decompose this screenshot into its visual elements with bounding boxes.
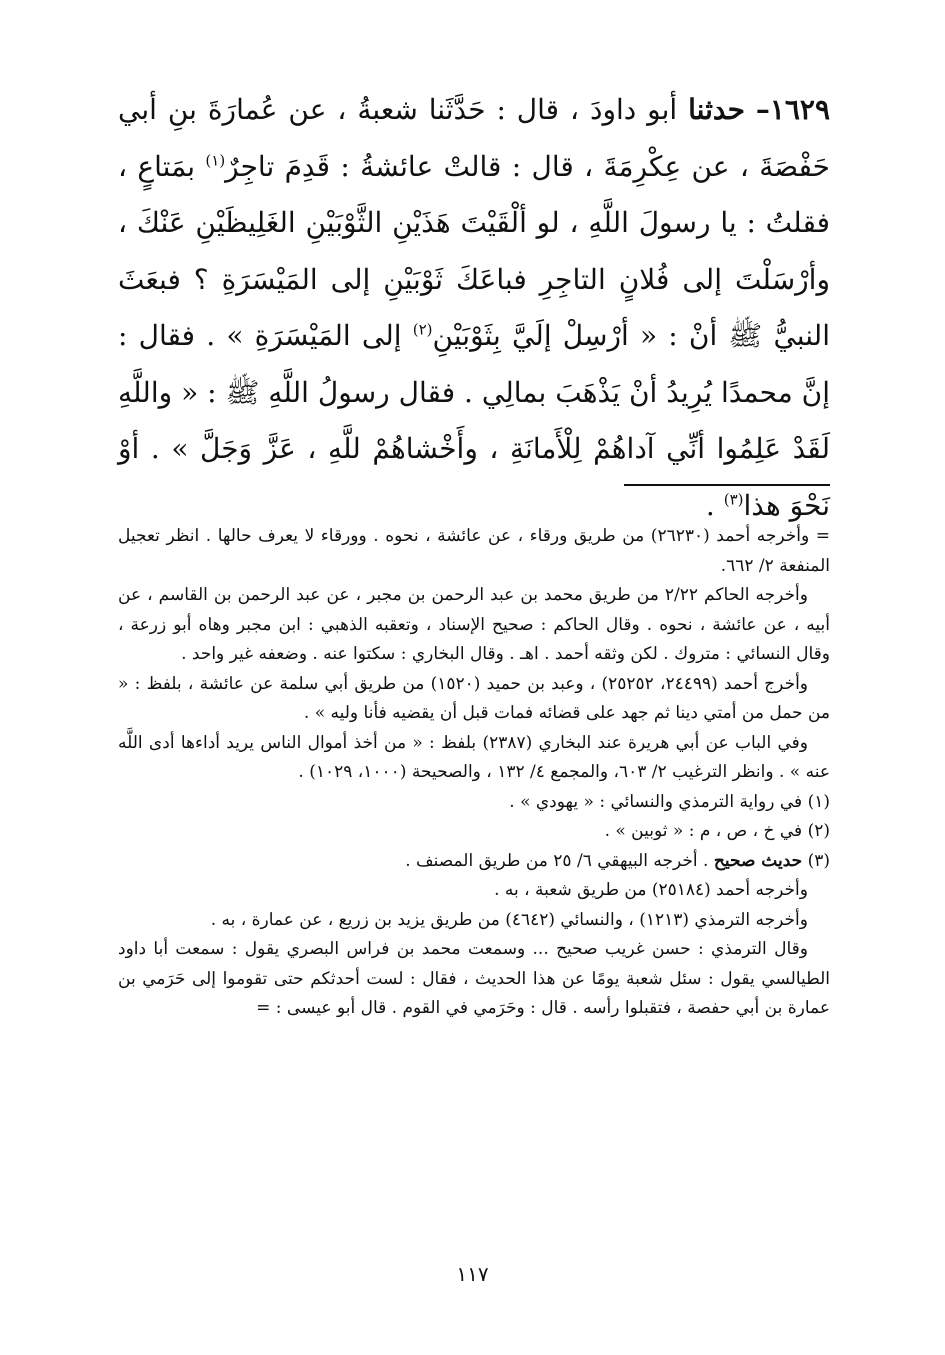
footnote-ref-3: (٣) [723,490,744,509]
hadith-text-part-1: أبو داودَ ، قال : حَدَّثَنا شعبةُ ، عن عُمارَةَ بنِ أبي حَفْصَةَ ، عن عِكْرِمَةَ ، قال : قالتْ عائشةُ : قَدِمَ تاجِرٌ [118,93,830,183]
footnote-paragraph: وأخرجه الحاكم ٢/٢٢ من طريق محمد بن عبد الرحمن بن مجبر ، عن عبد الرحمن بن القاسم ، عن أبيه ، عن عائشة ، نحوه . وقال الحاكم : صحيح الإسناد ، وتعقبه الذهبي : ابن مجبر وهاه أبو زرعة ، وقال النسائي : متروك . لكن وثقه أحمد . اهـ . وقال البخاري : سكتوا عنه . وضعفه غير واحد . [118,585,830,664]
footnote-paragraph: وأخرجه أحمد (٢٥١٨٤) من طريق شعبة ، به . [494,880,808,900]
footnote-3-text: . أخرجه البيهقي ٦/ ٢٥ من طريق المصنف . [405,850,709,871]
footnote-2: (٢) في خ ، ص ، م : « ثوبين » . [604,821,830,841]
footnote-paragraph: وأخرج أحمد (٢٤٤٩٩، ٢٥٢٥٢) ، وعبد بن حميد (١٥٢٠) من طريق أبي سلمة عن عائشة ، بلفظ : « من حمل من أمتي دينا ثم جهد على قضائه فمات قبل أن يقضيه فأنا وليه » . [118,673,830,723]
footnote-paragraph: وأخرجه الترمذي (١٢١٣) ، والنسائي (٤٦٤٢) من طريق يزيد بن زريع ، عن عمارة ، به . [210,909,808,930]
footnote-continued: = وأخرجه أحمد (٢٦٢٣٠) من طريق ورقاء ، عن عائشة ، نحوه . وورقاء لا يعرف حالها . انظر تعجيل المنفعة ٢/ ٦٦٢. [118,526,831,576]
footnote-divider [624,484,830,486]
page-number: ١١٧ [456,1262,489,1286]
hadith-text-end: . [705,488,715,522]
footnotes [118,522,830,1024]
footnote-1: (١) في رواية الترمذي والنسائي : « يهودي » . [509,791,830,812]
footnote-3-number: (٣) [807,850,830,871]
hadith-text-part-3: إلى المَيْسَرَةِ » . فقال : إنَّ محمدًا يُرِيدُ أنْ يَذْهَبَ بمالِي . فقال رسولُ اللَّهِ ﷺ : « واللَّهِ لَقَدْ عَلِمُوا أنِّي آداهُمْ لِلْأَمانَةِ ، وأَخْشاهُمْ للَّهِ ، عَزَّ وَجَلَّ » . أوْ نَحْوَ هذا [118,319,830,522]
footnote-3 [118,847,830,877]
hadith-text-part-2: بمَتاعٍ ، فقلتُ : يا رسولَ اللَّهِ ، لو ألْقَيْتَ هَذَيْنِ الثَّوْبَيْنِ الغَلِيظَيْنِ عَنْكَ ، وأرْسَلْتَ إلى فُلانٍ التاجِرِ فباعَكَ ثَوْبَيْنِ إلى المَيْسَرَةِ ؟ فبعَثَ النبيُّ ﷺ أنْ : « أرْسِلْ إلَيَّ بِثَوْبَيْنِ [118,149,830,352]
footnote-ref-2: (٢) [412,320,433,339]
footnote-3-grade: حديث صحيح [713,850,803,871]
hadith-lead-word: حدثنا [688,93,745,126]
footnote-paragraph: وقال الترمذي : حسن غريب صحيح ... وسمعت محمد بن فراس البصري يقول : سمعت أبا داود الطيالسي يقول : سئل شعبة يومًا عن هذا الحديث ، فقال : لست أحدثكم حتى تقوموا إلى حَرَمي بن عمارة بن أبي حفصة ، فتقبلوا رأسه . قال : وحَرَمي في القوم . قال أبو عيسى : = [118,939,830,1018]
footnote-paragraph: وفي الباب عن أبي هريرة عند البخاري (٢٣٨٧) بلفظ : « من أخذ أموال الناس يريد أداءها أدى اللَّه عنه » . وانظر الترغيب ٢/ ٦٠٣، والمجمع ٤/ ١٣٢ ، والصحيحة (١٠٠٠، ١٠٢٩) . [118,732,830,782]
hadith-text [118,82,830,534]
footnote-ref-1: (١) [205,151,226,170]
hadith-number: ١٦٢٩– [755,93,830,126]
